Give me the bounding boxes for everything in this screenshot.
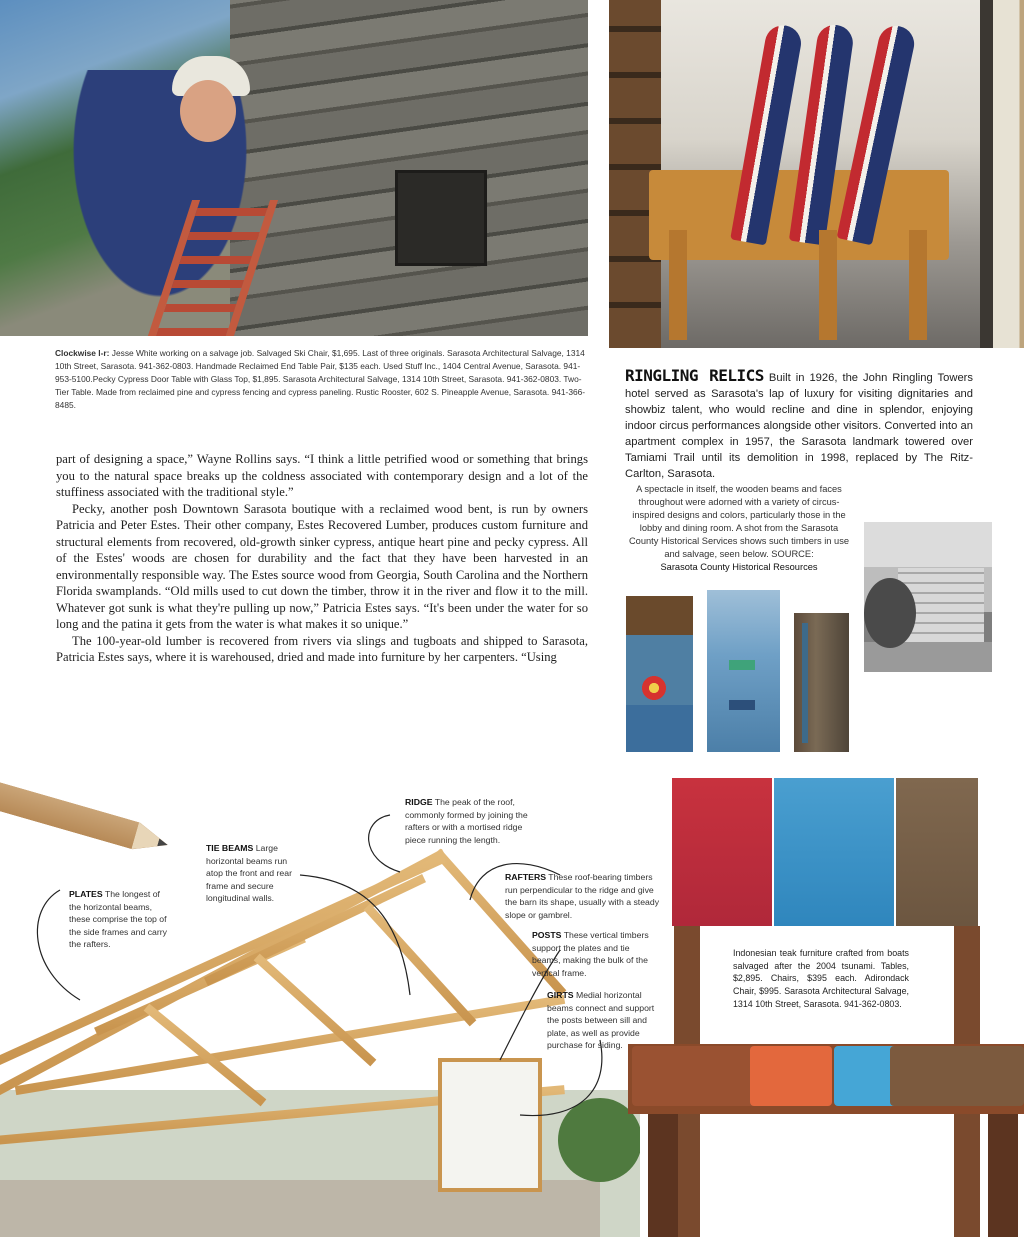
callout-text: These vertical timbers support the plates and tie beams, making the bulk of the vertical frame.: [532, 930, 649, 978]
painted-mark: [729, 660, 755, 670]
chair-leg: [669, 230, 687, 340]
paragraph: The 100-year-old lumber is recovered from rivers via slings and tugboats and shipped to Sarasota, Patricia Estes says, where it is warehoused, dried and made into furniture by her carpenters. “Using: [56, 633, 588, 664]
boat-chair-caption: Indonesian teak furniture crafted from boats salvaged after the 2004 tsunami. Tables, $2,895. Chairs, $395 each. Adirondack Chair, $995. Sarasota Architectural Salvage, 1314 10th Street, Sarasota. 941-362-0803.: [733, 948, 909, 1009]
backrest-slat-blue: [774, 778, 894, 926]
paragraph: part of designing a space,” Wayne Rollins says. “I think a little petrified wood or something that brings you to the natural space breaks up the coldness associated with contemporary design and a lot of the stuffiness associated with the traditional style.”: [56, 452, 588, 499]
callout-tie-beams: [206, 842, 301, 905]
timbers-caption: [626, 483, 852, 574]
sidebar-kicker: RINGLING RELICS: [625, 366, 764, 385]
painted-timber: [707, 590, 780, 752]
seat-slat: [890, 1046, 1024, 1106]
timbers-caption-source: Sarasota County Historical Resources: [660, 562, 818, 572]
callout-ridge: [405, 796, 545, 846]
callout-text: The longest of the horizontal beams, these comprise the top of the side frames and carry the rafters.: [69, 889, 168, 949]
article-body: [56, 451, 588, 666]
chair-leg: [909, 230, 927, 340]
ringling-relics-sidebar: [625, 368, 973, 482]
callout-text: Large horizontal beams run atop the front and rear frame and secure longitudinal walls.: [206, 843, 292, 903]
callout-term: RIDGE: [405, 797, 433, 807]
worker-photo: [0, 0, 588, 336]
callout-text: The peak of the roof, commonly formed by joining the rafters or with a mortised ridge piece running the length.: [405, 797, 528, 845]
timbers-caption-text: A spectacle in itself, the wooden beams and faces throughout were adorned with a variety of circus-inspired designs and colors, particularly those in the lobby and dining room. A shot from the Sarasota County Historical Services shows such timbers in use and salvage, seen below. SOURCE:: [628, 484, 850, 559]
barn-wall: [440, 1060, 540, 1190]
backrest-slat-red: [672, 778, 772, 926]
paragraph: Pecky, another posh Downtown Sarasota boutique with a reclaimed wood bent, is run by owners Patricia and Peter Estes. Their other company, Estes Recovered Lumber, produces custom furniture and structural elements from recovered, old-growth sinker cypress, antique heart pine and pecky cypress. All of the Estes' woods are chosen for durability and the fact that they have been harvested in an environmentally responsible way. The Estes source wood from Georgia, South Carolina and the Northern Florida swamplands. “Old mills used to cut down the timber, throw it in the river and flow it to the mill. Whatever got sunk is what they're pulling up now,” Patricia Estes says. “It's been under the water for so long and the patina it gets from the water is what makes it so unique.”: [56, 501, 588, 631]
caption-text: Jesse White working on a salvage job. Salvaged Ski Chair, $1,695. Last of three originals. Sarasota Architectural Salvage, 1314 10th Street, Sarasota. 941-362-0803. Handmade Reclaimed End Table Pair, $135 each. Used Stuff Inc., 1404 Central Avenue, Sarasota. 941-953-5100.Pecky Cypress Door Table with Glass Top, $1,895. Sarasota Architectural Salvage, 1314 10th Street, Sarasota. 941-362-0803. Two-Tier Table. Made from reclaimed pine and cypress fencing and cypress paneling. Rustic Rooster, 602 S. Pineapple Avenue, Sarasota. 941-366-8485.: [55, 348, 586, 410]
ringling-towers-photo: [864, 522, 992, 672]
painted-timber: [794, 613, 849, 752]
painted-timber: [626, 596, 693, 752]
callout-text: These roof-bearing timbers run perpendicular to the ridge and give the barn its shape, usually with a steady slope or gambrel.: [505, 872, 660, 920]
seat-slat: [632, 1046, 756, 1106]
callout-plates: [69, 888, 169, 951]
photo-caption: [55, 347, 590, 412]
worker-face: [180, 80, 236, 142]
callout-text: Medial horizontal beams connect and support the posts between sill and plate, as well as provide purchase for siding.: [547, 990, 655, 1050]
chair-leg: [988, 1114, 1018, 1237]
callout-term: GIRTS: [547, 990, 574, 1000]
ski-chair-photo: [609, 0, 980, 348]
seat-slat: [750, 1046, 832, 1106]
flower-motif: [640, 674, 668, 702]
painted-stripe: [802, 623, 808, 743]
callout-term: PLATES: [69, 889, 103, 899]
callout-term: POSTS: [532, 930, 562, 940]
chair-leg: [648, 1114, 678, 1237]
sidebar-text: Built in 1926, the John Ringling Towers hotel served as Sarasota's lap of luxury for visiting dignitaries and showbiz talent, who would recline and dine in splendor, enjoying indoor circus performances alongside other visitors. Converted into an apartment complex in 1957, the Sarasota landmark towered over Tamiami Trail until its demolition in 1998, replaced by The Ritz-Carlton, Sarasota.: [625, 372, 973, 480]
tree: [864, 578, 916, 648]
callout-term: RAFTERS: [505, 872, 547, 882]
chair-leg: [819, 230, 837, 340]
painted-mark: [729, 700, 755, 710]
backrest-slat-brown: [896, 778, 978, 926]
door-table-photo: [980, 0, 1024, 348]
wood-siding: [230, 0, 588, 336]
wall-lantern: [395, 170, 487, 266]
caption-label: Clockwise l-r:: [55, 348, 110, 358]
callout-term: TIE BEAMS: [206, 843, 254, 853]
